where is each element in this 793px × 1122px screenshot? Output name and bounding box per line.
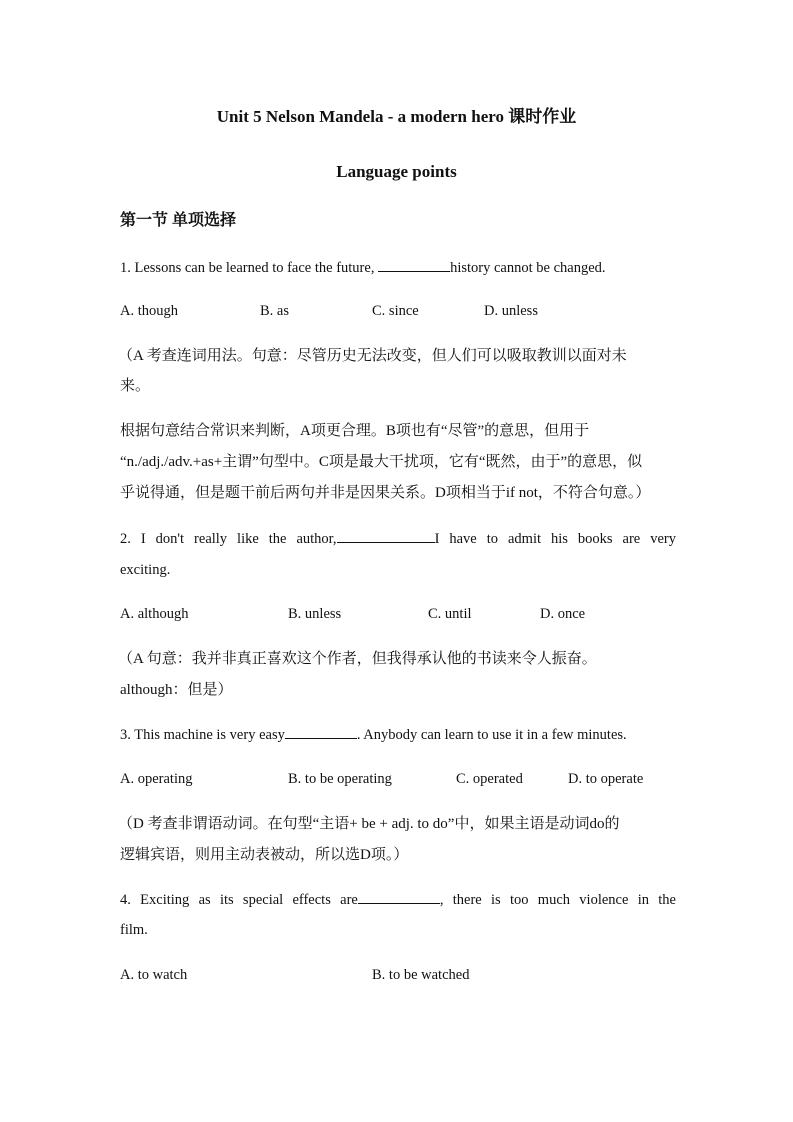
question-3 <box>120 724 676 745</box>
question-2-text-after: I have to admit his books are very <box>434 531 676 547</box>
document-title: Unit 5 Nelson Mandela - a modern hero 课时作业 <box>216 107 577 126</box>
answer-blank <box>358 889 440 904</box>
question-3-option-c: C. operated <box>456 771 523 787</box>
question-1-answer-cont: 来。 <box>120 378 151 394</box>
question-4 <box>120 889 676 910</box>
question-2-option-d: D. once <box>540 606 586 622</box>
answer-blank <box>285 724 357 739</box>
question-1-option-b: B. as <box>260 303 289 319</box>
question-3-text-after: . Anybody can learn to use it in a few minutes. <box>356 727 627 743</box>
question-1-explanation-end: 乎说得通，但是题干前后两句并非是因果关系。D项相当于if not，不符合句意。） <box>120 485 651 501</box>
answer-blank <box>378 257 450 272</box>
question-1-option-c: C. since <box>372 303 419 319</box>
question-2-answer-cont: although：但是） <box>120 682 233 698</box>
question-3-text-before: 3. This machine is very easy <box>120 727 285 743</box>
question-1-option-a: A. though <box>120 303 178 319</box>
question-2-option-c: C. until <box>428 606 472 622</box>
question-1-explanation: 根据句意结合常识来判断，A项更合理。B项也有“尽管”的意思，但用于 <box>120 423 590 439</box>
question-4-option-a: A. to watch <box>120 967 188 983</box>
question-3-option-d: D. to operate <box>568 771 644 787</box>
question-2-answer: （A 句意：我并非真正喜欢这个作者，但我得承认他的书读来令人振奋。 <box>118 651 597 667</box>
question-2 <box>120 528 676 549</box>
question-3-answer: （D 考查非谓语动词。在句型“主语+ be + adj. to do”中，如果主语是动词do的 <box>118 816 620 832</box>
answer-blank <box>337 528 435 543</box>
question-2-text-before: 2. I don't really like the author, <box>120 531 337 547</box>
question-1-text-after: history cannot be changed. <box>450 260 606 276</box>
question-1-answer: （A 考查连词用法。句意：尽管历史无法改变，但人们可以吸取教训以面对未 <box>118 348 627 364</box>
question-4-cont: film. <box>120 922 148 938</box>
question-1-text-before: 1. Lessons can be learned to face the future, <box>120 260 379 276</box>
question-2-option-b: B. unless <box>288 606 342 622</box>
question-4-text-before: 4. Exciting as its special effects are <box>120 892 358 908</box>
question-3-option-a: A. operating <box>120 771 193 787</box>
section-heading: 第一节 单项选择 <box>120 212 237 229</box>
question-3-option-b: B. to be operating <box>288 771 392 787</box>
question-1-explanation-cont: “n./adj./adv.+as+主谓”句型中。C项是最大干扰项，它有“既然，由于”的意思，似 <box>120 454 643 470</box>
question-1 <box>120 257 676 278</box>
question-2-cont: exciting. <box>120 562 171 578</box>
document-subtitle: Language points <box>336 162 457 181</box>
question-4-text-after: , there is too much violence in the <box>439 892 676 908</box>
question-4-option-b: B. to be watched <box>372 967 470 983</box>
question-3-answer-cont: 逻辑宾语，则用主动表被动，所以选D项。） <box>120 847 409 863</box>
question-1-option-d: D. unless <box>484 303 538 319</box>
question-2-option-a: A. although <box>120 606 189 622</box>
